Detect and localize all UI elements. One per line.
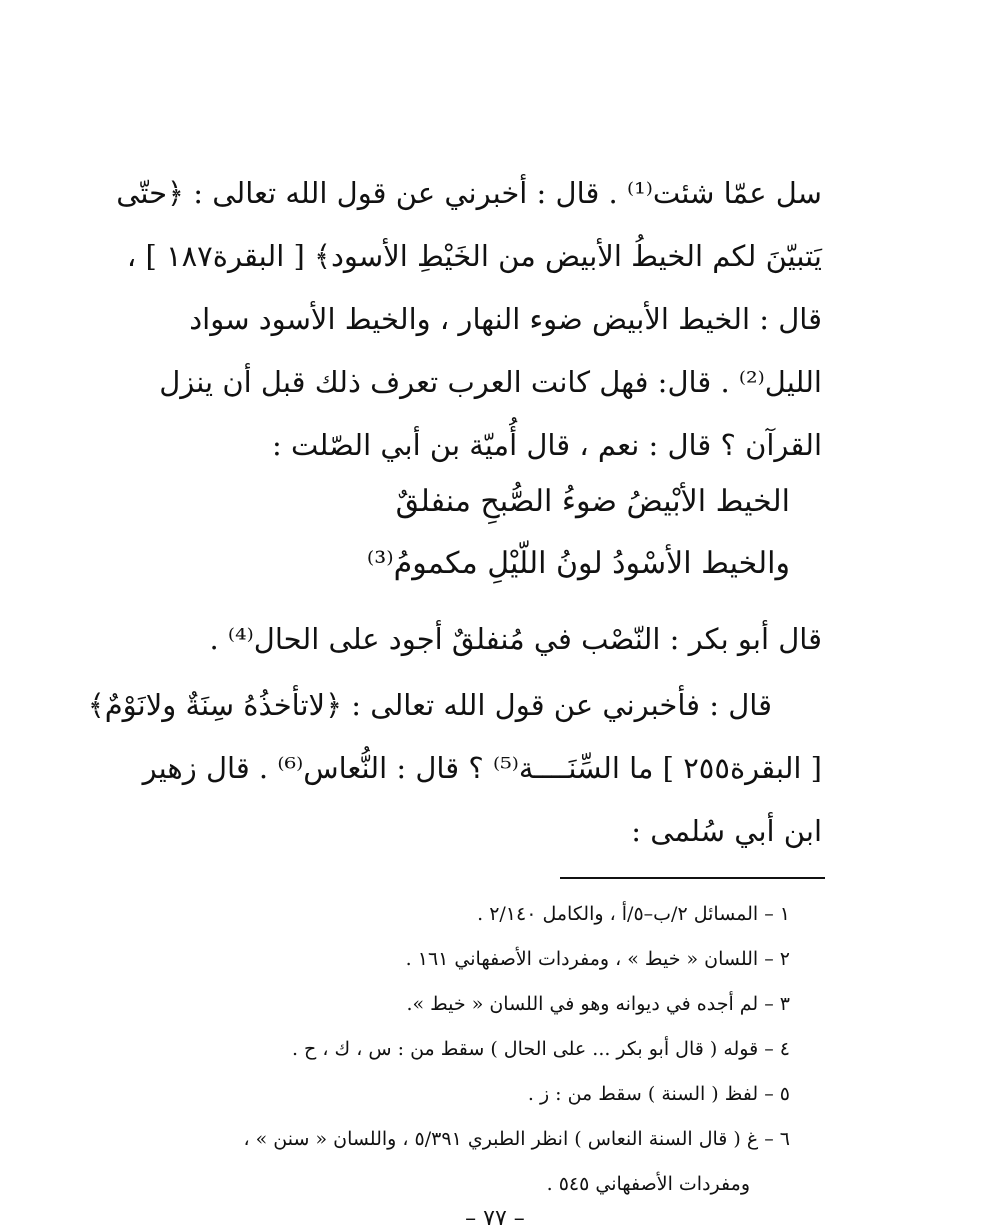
footnote-item: ٢ – اللسان « خيط » ، ومفردات الأصفهاني ١٦١ . [405,948,790,970]
footnote-item: ١ – المسائل ٢/ب–٥/أ ، والكامل ٢/١٤٠ . [477,903,790,925]
footnote-item: ٣ – لم أجده في ديوانه وهو في اللسان « خيط ». [406,993,790,1015]
poem-verse-2: والخيط الأسْودُ لونُ اللّيْلِ مكمومُ⁽³⁾ [366,546,790,581]
footnote-item: ٤ – قوله ( قال أبو بكر ... على الحال ) سقط من : س ، ك ، ح . [291,1038,790,1060]
footnote-continuation: ومفردات الأصفهاني ٥٤٥ . [546,1173,750,1195]
text-line: الليل⁽²⁾ . قال: فهل كانت العرب تعرف ذلك قبل أن ينزل [159,365,822,399]
commentary-line: قال أبو بكر : النّصْب في مُنفلقٌ أجود على الحال⁽⁴⁾ . [209,622,822,656]
text-line: يَتبيّنَ لكم الخيطُ الأبيض من الخَيْطِ الأسود﴾ [ البقرة١٨٧ ] ، [126,239,822,273]
text-line: ابن أبي سُلمى : [631,814,822,848]
page-number: – ٧٧ – [465,1206,525,1231]
footnote-item: ٥ – لفظ ( السنة ) سقط من : ز . [527,1083,790,1105]
footnote-divider [560,877,825,879]
text-line: قال : الخيط الأبيض ضوء النهار ، والخيط الأسود سواد [189,302,822,336]
footnotes [160,892,790,1207]
second-paragraph [87,674,822,863]
text-line: سل عمّا شئت⁽¹⁾ . قال : أخبرني عن قول الله تعالى : ﴿حتّى [116,176,822,210]
text-line: قال : فأخبرني عن قول الله تعالى : ﴿لاتأخذُهُ سِنَةٌ ولانَوْمٌ﴾ [87,688,772,722]
text-line: القرآن ؟ قال : نعم ، قال أُميّة بن أبي الصّلت : [272,428,822,462]
poem-verse-1: الخيط الأبْيضُ ضوءُ الصُّبحِ منفلقٌ [395,484,790,519]
main-paragraph [116,162,822,477]
text-line: [ البقرة٢٥٥ ] ما السِّنَــــة⁽⁵⁾ ؟ قال : النُّعاس⁽⁶⁾ . قال زهير [142,751,822,785]
footnote-item: ٦ – غ ( قال السنة النعاس ) انظر الطبري ٥/٣٩١ ، واللسان « سنن » ، [243,1128,790,1150]
